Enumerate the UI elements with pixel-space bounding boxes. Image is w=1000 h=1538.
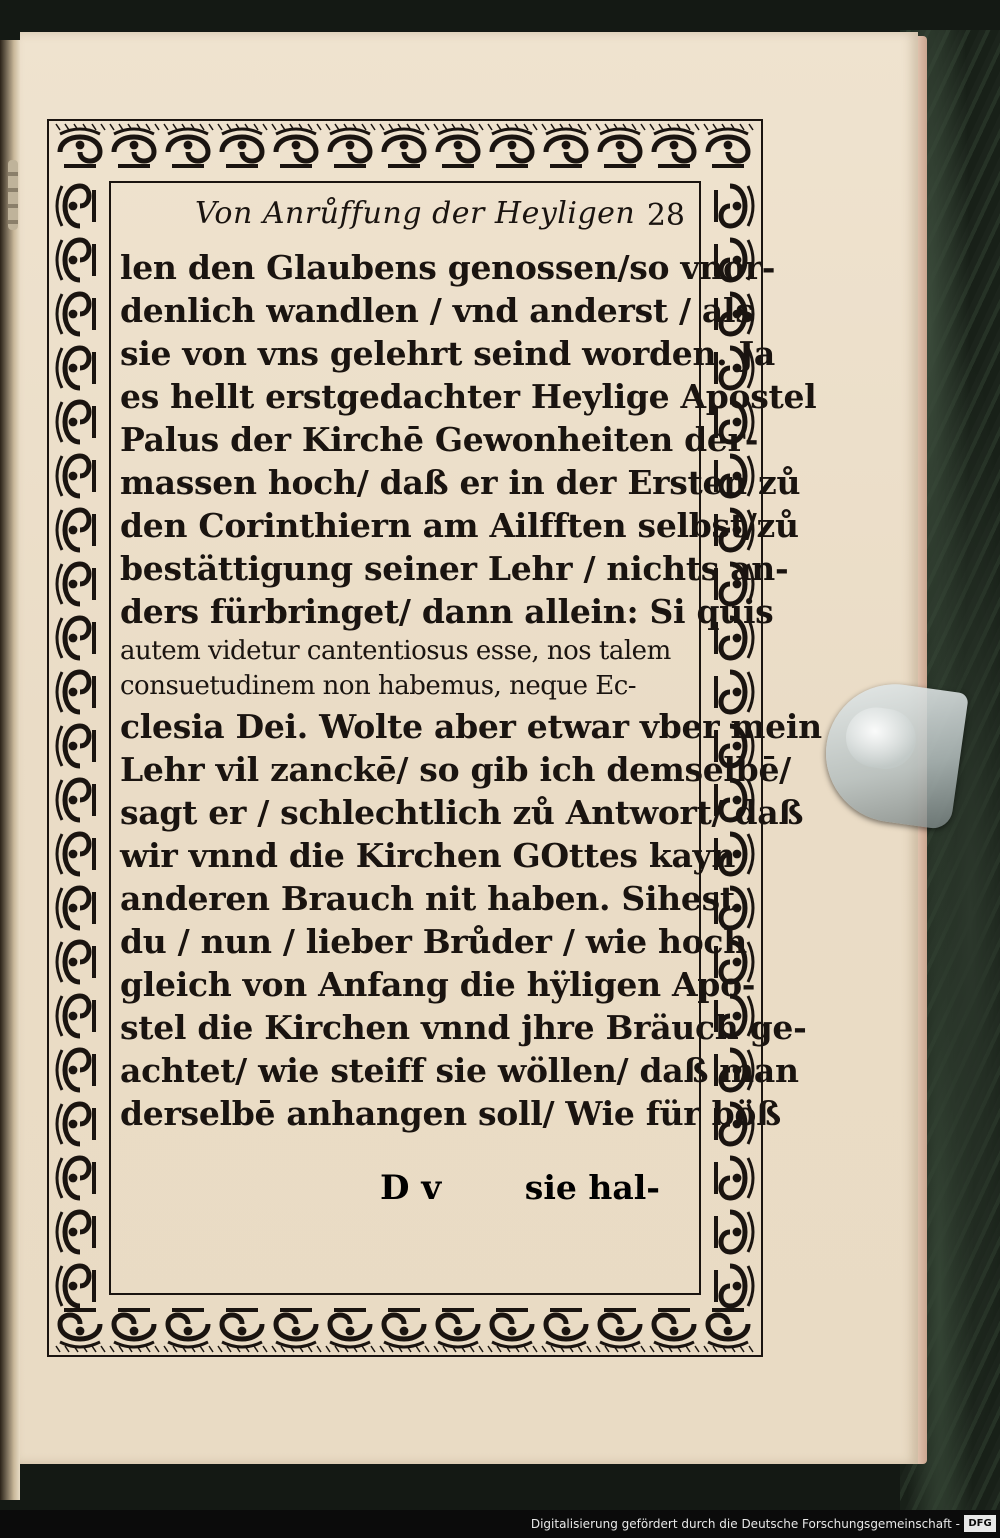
text-line: achtet/ wie steiff sie wöllen/ daß man [120,1051,799,1090]
catchword: sie hal- [524,1168,660,1207]
text-line: wir vnnd die Kirchen GOttes kayn [120,836,736,875]
footer-bar [0,1510,1000,1538]
text-line: anderen Brauch nit haben. Sihest [120,879,735,918]
running-head: Von Anrůffung der Heyligen [195,196,636,231]
text-line: gleich von Anfang die hÿligen Apo- [120,965,756,1004]
funding-credit: Digitalisierung gefördert durch die Deutsche Forschungsgemeinschaft - [530,1517,960,1531]
text-line: consuetudinem non habemus, neque Ec- [120,671,637,701]
page-number: 28 [646,198,685,233]
text-line: sie von vns gelehrt seind worden. Ja [120,334,775,373]
page-footer-marks [380,1168,660,1216]
text-line: Palus der Kirchē Gewonheiten der- [120,420,759,459]
text-line: len den Glaubens genossen/so vnor- [120,248,776,287]
text-line: ders fürbringet/ dann allein: Si quis [120,592,774,631]
page-header [195,196,685,246]
text-line: es hellt erstgedachter Heylige Apostel [120,377,817,416]
text-line: derselbē anhangen soll/ Wie für böß [120,1094,781,1133]
text-line: denlich wandlen / vnd anderst / als [120,291,754,330]
dfg-logo: DFG [964,1515,996,1532]
text-line: sagt er / schlechtlich zů Antwort/ daß [120,793,804,832]
text-line: bestättigung seiner Lehr / nichts an- [120,549,789,588]
text-line: stel die Kirchen vnnd jhre Bräuch ge- [120,1008,807,1047]
text-line: den Corinthiern am Ailfften selbst/zů [120,506,799,545]
signature-mark: D v [380,1168,442,1208]
text-line: autem videtur cantentiosus esse, nos talem [120,636,671,666]
text-line: massen hoch/ daß er in der Ersten zů [120,463,801,502]
left-page-gutter [0,40,20,1500]
text-line: Lehr vil zanckē/ so gib ich demselbē/ [120,750,791,789]
text-line: clesia Dei. Wolte aber etwar vber mein [120,707,822,746]
text-line: du / nun / lieber Brůder / wie hoch [120,922,747,961]
